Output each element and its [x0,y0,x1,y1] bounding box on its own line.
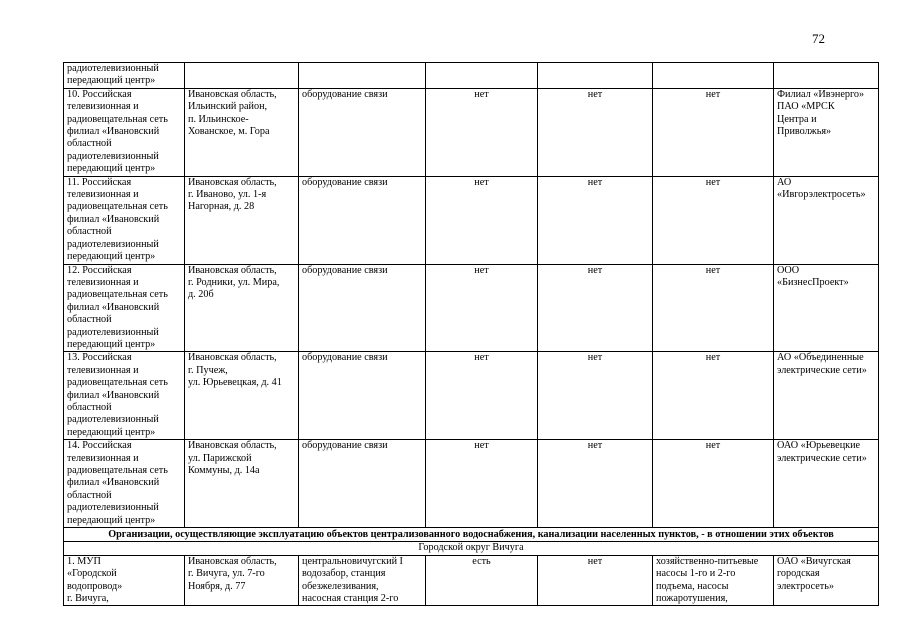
table-row [64,352,879,440]
cell-col4: нет [426,88,538,176]
cell-col6: нет [653,88,774,176]
section-header-row [64,528,879,542]
cell-supplier [774,63,879,89]
cell-organization: 13. Российская телевизионная и радиовещательная сеть филиал «Ивановский областной радиотелевизионный передающий центр» [64,352,185,440]
cell-address: Ивановская область, г. Родники, ул. Мира, д. 20б [185,264,299,352]
cell-col6: хозяйственно-питьевые насосы 1-го и 2-го подъема, насосы пожаротушения, [653,555,774,606]
cell-equipment: оборудование связи [299,440,426,528]
continuation-row [64,63,879,89]
data-table [63,62,879,606]
cell-equipment [299,63,426,89]
cell-address [185,63,299,89]
cell-col4: есть [426,555,538,606]
cell-supplier: Филиал «Ивэнерго» ПАО «МРСК Центра и Приволжья» [774,88,879,176]
cell-col6: нет [653,352,774,440]
cell-equipment: центральновичугский I водозабор, станция обезжелезивания, насосная станция 2-го [299,555,426,606]
cell-address: Ивановская область, г. Пучеж, ул. Юрьевецкая, д. 41 [185,352,299,440]
cell-address: Ивановская область, Ильинский район, п. Ильинское- Хованское, м. Гора [185,88,299,176]
cell-equipment: оборудование связи [299,176,426,264]
cell-organization: радиотелевизионный передающий центр» [64,63,185,89]
subsection-header-row [64,542,879,555]
table-row [64,88,879,176]
cell-col5 [538,63,653,89]
cell-organization: 14. Российская телевизионная и радиовещательная сеть филиал «Ивановский областной радиотелевизионный передающий центр» [64,440,185,528]
cell-col6: нет [653,176,774,264]
cell-col5: нет [538,264,653,352]
cell-supplier: АО «Объединенные электрические сети» [774,352,879,440]
section-header: Организации, осуществляющие эксплуатацию объектов централизованного водоснабжения, канализации населенных пунктов, - в отношении этих объектов [64,528,879,542]
cell-organization: 10. Российская телевизионная и радиовещательная сеть филиал «Ивановский областной радиотелевизионный передающий центр» [64,88,185,176]
subsection-header: Городской округ Вичуга [64,542,879,555]
cell-col4: нет [426,352,538,440]
cell-supplier: ОАО «Вичугская городская электросеть» [774,555,879,606]
cell-col4: нет [426,176,538,264]
cell-col6: нет [653,440,774,528]
cell-supplier: ОАО «Юрьевецкие электрические сети» [774,440,879,528]
cell-address: Ивановская область, г. Иваново, ул. 1-я Нагорная, д. 28 [185,176,299,264]
cell-col5: нет [538,176,653,264]
cell-col6: нет [653,264,774,352]
cell-col6 [653,63,774,89]
table-row [64,264,879,352]
cell-equipment: оборудование связи [299,352,426,440]
cell-col4: нет [426,440,538,528]
cell-address: Ивановская область, г. Вичуга, ул. 7-го Ноября, д. 77 [185,555,299,606]
cell-col5: нет [538,352,653,440]
cell-supplier: ООО «БизнесПроект» [774,264,879,352]
cell-equipment: оборудование связи [299,264,426,352]
table-row [64,440,879,528]
cell-equipment: оборудование связи [299,88,426,176]
cell-col5: нет [538,440,653,528]
cell-col4: нет [426,264,538,352]
cell-col4 [426,63,538,89]
table-row [64,176,879,264]
cell-organization: 12. Российская телевизионная и радиовещательная сеть филиал «Ивановский областной радиотелевизионный передающий центр» [64,264,185,352]
cell-col5: нет [538,555,653,606]
cell-address: Ивановская область, ул. Парижской Коммуны, д. 14а [185,440,299,528]
table-row [64,555,879,606]
cell-col5: нет [538,88,653,176]
cell-organization: 11. Российская телевизионная и радиовещательная сеть филиал «Ивановский областной радиотелевизионный передающий центр» [64,176,185,264]
cell-organization: 1. МУП «Городской водопровод» г. Вичуга, [64,555,185,606]
page-number: 72 [812,31,825,46]
cell-supplier: АО «Ивгорэлектросеть» [774,176,879,264]
